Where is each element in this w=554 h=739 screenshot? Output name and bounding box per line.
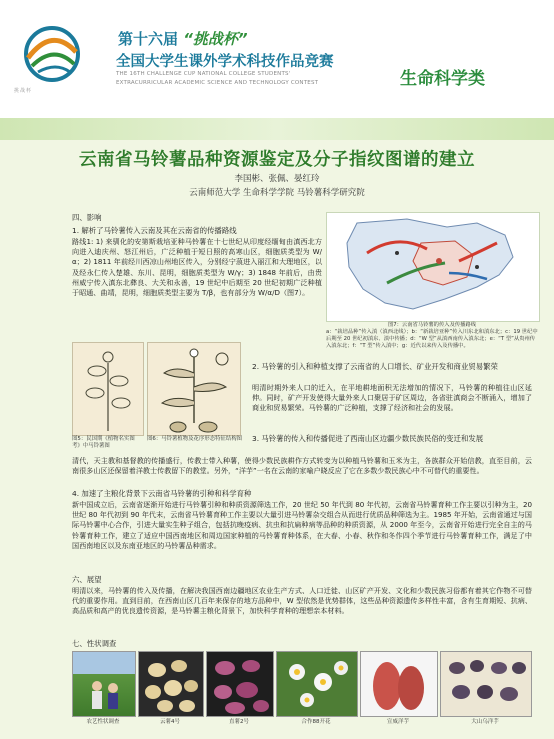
section-4-point-2 [252,362,532,372]
section-6-heading: 六、展望 [72,575,102,584]
photo-caption-3: 直薯2号 [229,719,249,725]
figure-7-title: 图7：云南省马铃薯的传入及传播路线 [387,322,477,328]
section-4-point-1: 1. 解析了马铃薯传入云南及其在云南省的传播路线 [72,226,237,235]
affiliation: 云南师范大学 生命科学学院 马铃薯科学研究院 [189,188,365,198]
figure-6-caption: 图6：马铃薯植物及花序形态特征结构图 [147,436,243,442]
photo-caption-6: 大山乌洋芋 [471,719,499,725]
section-4-point-4-body: 新中国成立后，云南省逐渐开始进行马铃薯引种和种质资源筛选工作，20 世纪 50 年代到 80 年代初，云南省马铃薯育种工作主要以引种为主，20 世纪 80 年代初到 90 年代末，云南省马铃薯育种工作主要以大量引进马铃薯杂交组合从而进行优质品种筛选为主。1985 年开始，云南省通过与国际马铃薯中心合作，引进大量实生种子组合，包括抗晚疫病、抗虫和抗扁种病等品种的种质资源，从 2000 年至今，云南省开始进行完全自主的马铃薯育种工作，建立了适应中国西南地区和周边国家种植的马铃薯育种体系，在大春、小春、秋作和冬作四个季节进行马铃薯育种工作，满足了中国西南地区以及东南亚地区的马铃薯品种需求。 [72,500,532,550]
figure-6-potato-plant-diagram [147,342,241,436]
contest-subtitle-line2: EXTRACURRICULAR ACADEMIC SCIENCE AND TECHNOLOGY CONTEST [116,80,319,86]
section-4-point-3-body: 清代，天主教和基督教的传播盛行，传教士带入种薯，使得少数民族耕作方式转变为以种植马铃薯和玉米为主，各族群众开始信教，直至目前，云南很多山区还保留着洋教士传教留下的教堂。另外，“洋芋”一名在云南的家喻户晓反应了它在多数少数民族心中不可替代的重要性。 [72,456,532,476]
photo-dashan-wu-potato [440,651,532,717]
contest-title-line2: 全国大学生课外学术科技作品竞赛 [116,54,334,70]
contest-edition: 第十六届 [118,30,179,48]
section-4-heading: 四、影响 [72,213,102,222]
section-7-heading: 七、性状调查 [72,639,117,648]
photo-zhishu-2 [206,651,274,717]
photo-xuanwei-potato [360,651,438,717]
photo-caption-1: 农艺性状调查 [86,719,120,725]
section-4-point-4: 4. 加速了主粮化背景下云南省马铃薯的引种和科学育种 [72,489,252,498]
contest-subtitle-line1: THE 16TH CHALLENGE CUP NATIONAL COLLEGE STUDENTS' [116,71,291,77]
figure-7-legend: a：“栽培品种”传入滇（滇西北线）；b：“新栽培亚种”传入川东北和滇东北；c：19 世纪中后期至 20 世纪初滇东、滇中传播；d：“W 型”从滇西南传入滇东北；e：“T 型”从贵州传入滇东北；f：“T 型”传入滇中；g：近代以来传入及传播中。 [326,329,538,349]
section-4-point-2-text: 2. 马铃薯的引入和种植支撑了云南省的人口增长、矿业开发和商业贸易繁荣 [252,362,498,371]
challenge-cup-logo [14,22,92,90]
authors: 李国彬、张佩、晏红玲 [234,174,320,184]
field-survey-image [73,652,135,716]
header [0,0,554,118]
photo-hezuo-88-flowering [276,651,358,717]
section-4-point-3-text: 3. 马铃薯的传入和传播促进了西南山区边疆少数民族民俗的变迁和发展 [252,434,484,443]
photo-caption-4: 合作88开花 [301,719,331,725]
propagation-route-map [326,212,540,322]
figure-5-potato-illustration [72,342,144,436]
photo-caption-5: 宣威洋芋 [386,719,409,725]
contest-name: “挑战杯” [183,30,248,48]
category-label: 生命科学类 [400,69,485,89]
hezuo-88-flower-image [277,652,357,716]
decorative-band [0,118,554,140]
section-4-point-1-body: 路线1: 1) 来驯化的安第斯栽培亚种马铃薯在十七世纪从印度经缅甸由滇西北方向进入迪庆州、怒江州后，广泛种植于短日照的高寒山区，细胞质类型为 W/α；2) 1811 年前经川西凉山州地区传入，分别经宁蒗进入丽江和大理地区，以及经永仁传入楚雄、东川、昆明，细胞质类型为 W/γ；3) 1848 年前后，由贵州威宁传入滇东北彝良、大关和永善，19 世纪中后期至 20 世纪初期广泛种植于昭通、曲靖，昆明，细胞质类型主要为 T/β，也有部分为 W/α/D（图7）。 [72,237,322,298]
yunshu-4-tubers-image [139,652,203,716]
photo-field-survey [72,651,136,717]
photo-caption-2: 云薯4号 [160,719,180,725]
xuanwei-potato-image [361,652,437,716]
section-6-body: 明清以来，马铃薯的传入及传播，在解决我国西南边疆地区农业生产方式、人口迁徙、山区矿产开发、文化和少数民族习俗都有着其它作物不可替代的重要作用。直到目前，在西南山区几百年来保存的地方品种中，W 型依然是优势群体，这些品种资源遗传多样性丰富，含有生育期短、抗病、高品质和高产的优良遗传资源，是马铃薯主粮化背景下，加快科学育种的理想亲本材料。 [72,586,532,616]
logo-caption: 挑战杯 [14,88,33,94]
section-4-point-2-body: 明清时期外来人口的迁入，在平地耕地面积无法增加的情况下，马铃薯的种植往山区延伸。同时，矿产开发使得大量外来人口聚居于矿区周边，各省驻滇商会不断涌入，增加了商业和贸易繁荣。马铃薯的广泛种植，支撑了经济和社会的发展。 [252,383,532,413]
dashan-wu-potato-image [441,652,531,716]
contest-title-line1 [118,28,248,49]
poster-title: 云南省马铃薯品种资源鉴定及分子指纹图谱的建立 [79,150,475,170]
zhishu-2-tubers-image [207,652,273,716]
figure-5-caption: 图5：民国期《植物名实图考》中马铃薯图 [72,436,135,449]
photo-yunshu-4 [138,651,204,717]
figure-7-caption [326,322,538,350]
section-4-point-3 [252,434,532,444]
